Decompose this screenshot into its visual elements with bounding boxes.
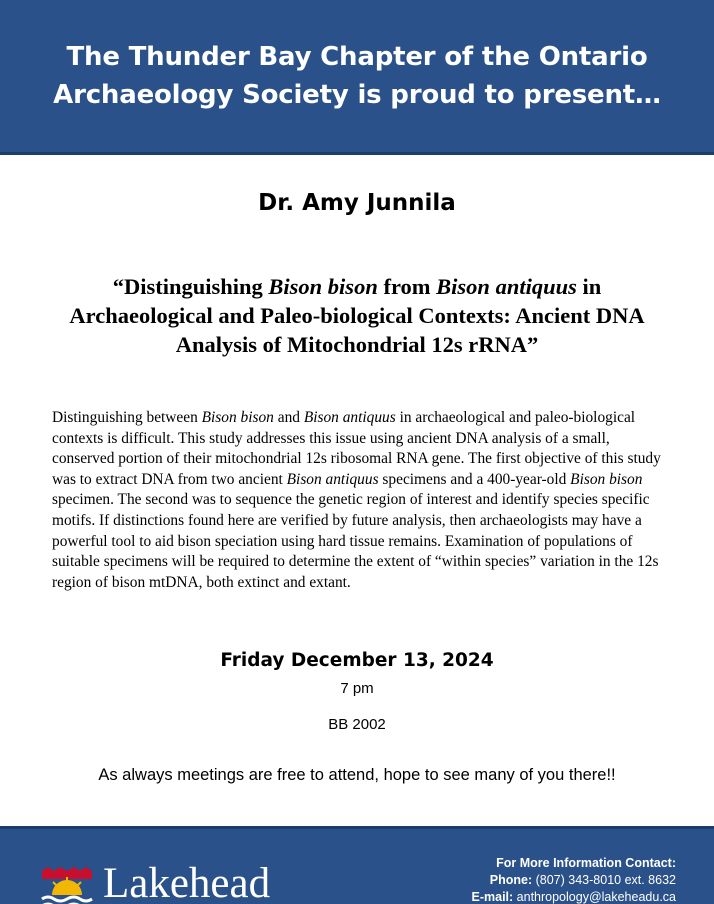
abstract-text: Distinguishing between [52,409,202,426]
header-title: The Thunder Bay Chapter of the Ontario Archaeology Society is proud to present… [53,42,661,110]
title-species: Bison bison [268,274,378,299]
event-date: Friday December 13, 2024 [220,650,494,671]
contact-block [472,855,677,904]
header-banner [0,0,714,155]
event-note: As always meetings are free to attend, hope to see many of you there!! [98,766,616,784]
abstract-species: Bison bison [570,470,643,488]
lakehead-logo-text: Lakehead [103,860,271,904]
event-room: BB 2002 [328,716,386,733]
abstract-text: and [273,409,304,426]
abstract-text: in archaeological and paleo-biological contexts is difficult. This study addresses this issue using ancient DNA analysis of a small, conserved portion of their mitochondrial 12s ribosomal RNA gene. The first objective of this study was to extract DNA from two ancient [52,409,661,488]
title-text: Distinguishing [123,274,269,299]
title-text: in Archaeological and Paleo-biological Contexts: Ancient DNA Analysis of Mitochondrial 12s rRNA [69,274,645,357]
title-open-quote: “ [112,274,124,299]
contact-heading: For More Information Contact: [496,856,676,870]
event-time: 7 pm [340,680,374,697]
speaker-name: Dr. Amy Junnila [258,190,456,216]
footer-banner [0,826,714,904]
title-text: from [377,274,437,299]
lakehead-shield-icon [40,865,94,904]
abstract-paragraph [52,408,664,593]
talk-title [40,272,674,359]
abstract-species: Bison antiquus [303,409,396,426]
abstract-text: specimens and a 400-year-old [378,470,571,488]
title-species: Bison antiquus [436,274,577,299]
email-label: E-mail: [471,890,514,904]
phone-value: (807) 343-8010 ext. 8632 [532,873,676,887]
email-link[interactable]: anthropology@lakeheadu.ca [513,890,676,904]
abstract-text: specimen. The second was to sequence the genetic region of interest and identify species specific motifs. If distinctions found here are verified by future analysis, then archaeologists may have a powerful tool to aid bison speciation using hard tissue remains. Examination of populations of suitable specimens will be required to determine the extent of “within species” variation in the 12s region of bison mtDNA, both extinct and extant. [52,491,659,591]
abstract-species: Bison antiquus [286,470,379,488]
abstract-species: Bison bison [201,409,274,426]
title-close-quote: ” [527,332,539,357]
phone-label: Phone: [489,873,533,887]
